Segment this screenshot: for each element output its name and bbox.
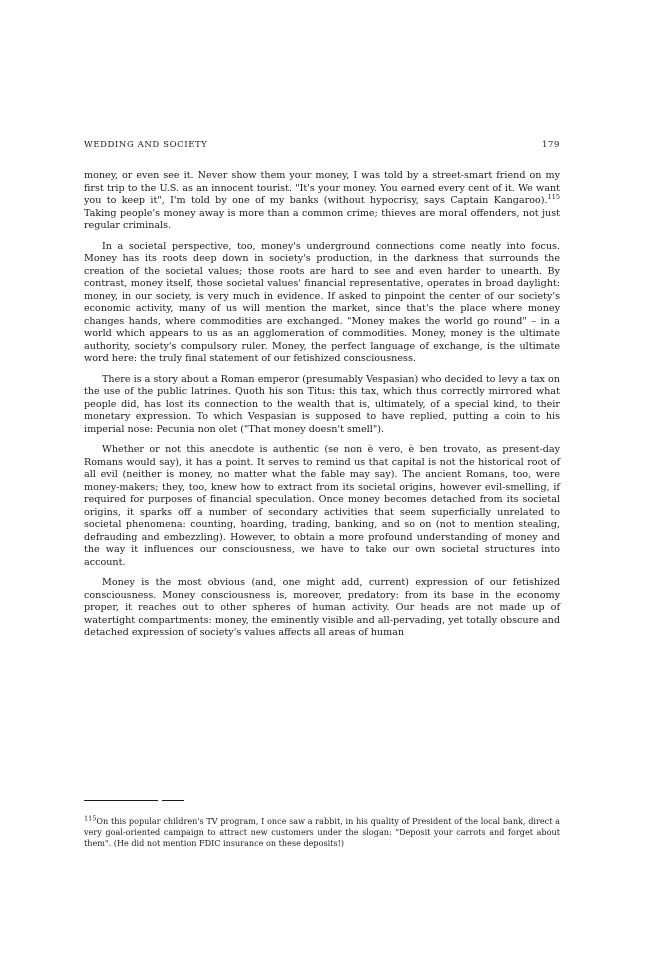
footnote-separator xyxy=(84,800,158,801)
footnote-separator-short xyxy=(162,800,184,801)
paragraph-2: In a societal perspective, too, money's underground connections come neatly into focus. Money has its roots deep down in society's production, in the darkness that surrounds the creation of the societal values; those roots are hard to see and even harder to unearth. By contrast, money itself, those societal values' financial representative, operates in broad daylight: money, in our society, is very much in evidence. If asked to pinpoint the center of our society's economic activity, many of us will mention the market, since that's the place where money changes hands, where commodities are exchanged. "Money makes the world go round" – in a world which appears to us as an agglomeration of commodities. Money, money is the ultimate authority, society's compulsory ruler. Money, the perfect language of exchange, is the ultimate word here: the truly final statement of our fetishized consciousness. xyxy=(84,240,560,364)
footnote-number: 115 xyxy=(84,814,97,823)
paragraph-1-tail: Taking people's money away is more than a common crime; thieves are moral offenders, not just regular criminals. xyxy=(84,207,560,231)
body-text xyxy=(84,170,560,648)
running-header xyxy=(84,140,560,154)
footnote-text: On this popular children's TV program, I once saw a rabbit, in his quality of President of the local bank, direct a very goal-oriented campaign to attract new customers under the slogan: "Deposit your carrots and forget about them". (He did not mention FDIC insurance on these deposits!) xyxy=(84,816,560,848)
paragraph-1 xyxy=(84,170,560,233)
footnote-ref-115[interactable]: 115 xyxy=(547,192,560,201)
paragraph-5: Money is the most obvious (and, one might add, current) expression of our fetishized consciousness. Money consciousness is, moreover, predatory: from its base in the economy proper, it reaches out to other spheres of human activity. Our heads are not made up of watertight compartments: money, the eminently visible and all-pervading, yet totally obscure and detached expression of society's values affects all areas of human xyxy=(84,577,560,638)
paragraph-3: There is a story about a Roman emperor (presumably Vespasian) who decided to levy a tax on the use of the public latrines. Quoth his son Titus: this tax, which thus correctly mirrored what people did, has lost its connection to the wealth that is, ultimately, of a special kind, to their monetary expression. To which Vespasian is supposed to have replied, putting a coin to his imperial nose: Pecunia non olet ("That money doesn't smell"). xyxy=(84,373,560,435)
paragraph-1-text: money, or even see it. Never show them your money, I was told by a street-smart friend on my first trip to the U.S. as an innocent tourist. "It's your money. You earned every cent of it. We want you to keep it", I'm told by one of my banks (without hypocrisy, says Captain Kangaroo). xyxy=(84,170,560,206)
footnote-115 xyxy=(84,816,560,849)
running-title: WEDDING AND SOCIETY xyxy=(84,140,208,150)
paragraph-4: Whether or not this anecdote is authentic (se non è vero, è ben trovato, as present-day Romans would say), it has a point. It serves to remind us that capital is not the historical root of all evil (neither is money, no matter what the fable may say). The ancient Romans, too, were money-makers; they, too, knew how to extract from its societal origins, however evil-smelling, if required for purposes of financial speculation. Once money becomes detached from its societal origins, it sparks off a number of secondary activities that seem superficially unrelated to societal phenomena: counting, hoarding, trading, banking, and so on (not to mention stealing, defrauding and embezzling). However, to obtain a more profound understanding of money and the way it influences our consciousness, we have to take our own societal structures into account. xyxy=(84,444,560,568)
page-number: 179 xyxy=(541,140,560,150)
